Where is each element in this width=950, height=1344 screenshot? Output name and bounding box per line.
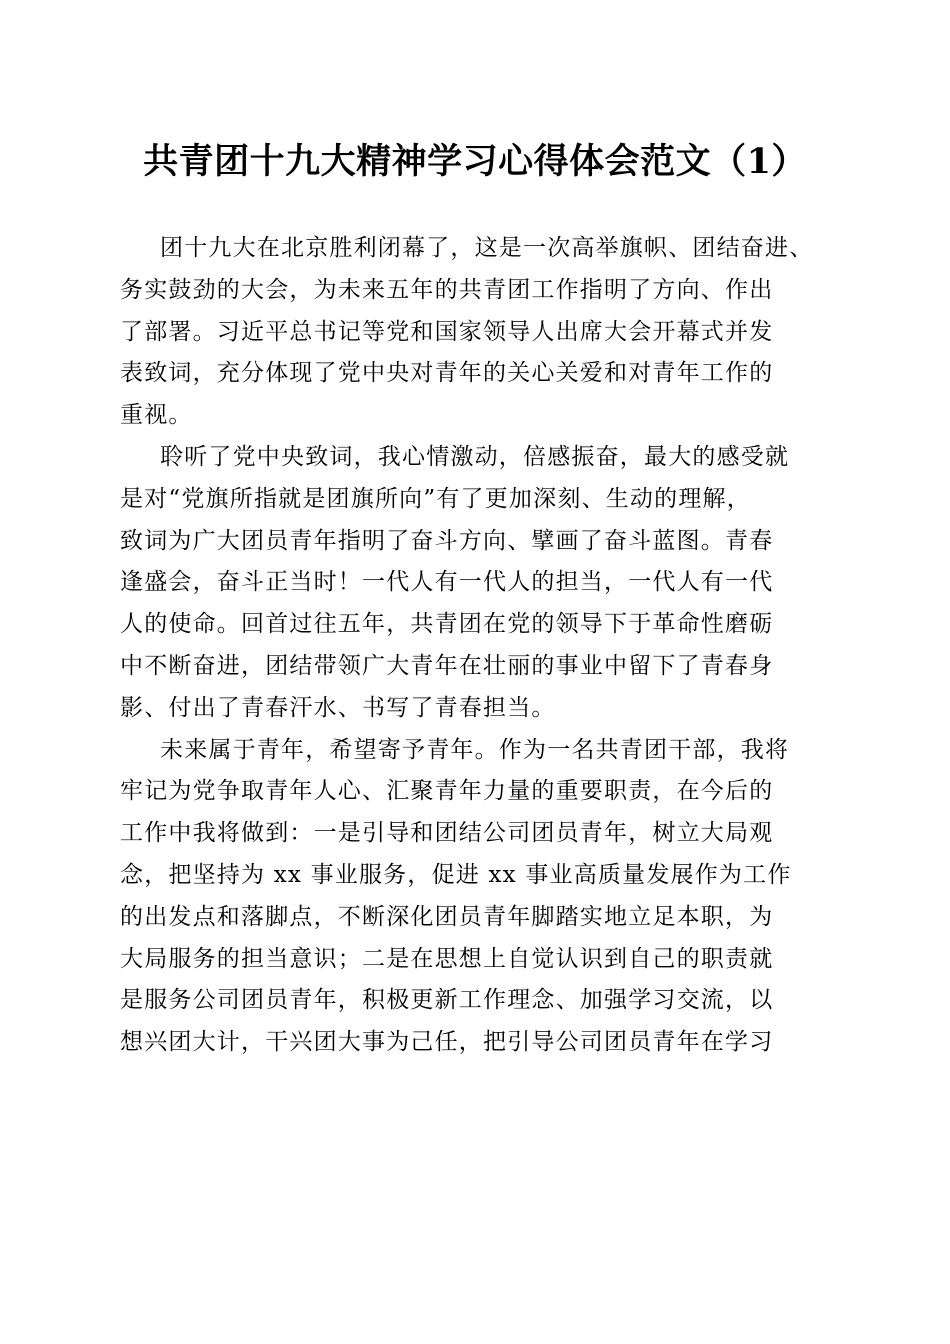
paragraph-line: 团十九大在北京胜利闭幕了，这是一次高举旗帜、团结奋进、 xyxy=(160,235,814,261)
paragraph-line: 逢盛会，奋斗正当时！一代人有一代人的担当，一代人有一代 xyxy=(120,569,774,596)
paragraph-line: 人的使命。回首过往五年，共青团在党的领导下于革命性磨砺 xyxy=(120,611,774,638)
paragraph-line: 工作中我将做到：一是引导和团结公司团员青年，树立大局观 xyxy=(120,820,774,847)
paragraph-1 xyxy=(120,228,850,437)
paragraph-line: 聆听了党中央致词，我心情激动，倍感振奋，最大的感受就 xyxy=(160,443,790,470)
paragraph-line: 影、付出了青春汗水、书写了青春担当。 xyxy=(120,694,556,721)
paragraph-line: 表致词，充分体现了党中央对青年的关心关爱和对青年工作的 xyxy=(120,360,774,387)
paragraph-line: 了部署。习近平总书记等党和国家领导人出席大会开幕式并发 xyxy=(120,318,774,345)
paragraph-line: 的出发点和落脚点，不断深化团员青年脚踏实地立足本职，为 xyxy=(120,903,774,930)
paragraph-line: 未来属于青年，希望寄予青年。作为一名共青团干部，我将 xyxy=(160,736,790,763)
paragraph-line: 想兴团大计，干兴团大事为己任，把引导公司团员青年在学习 xyxy=(120,1029,774,1056)
paragraph-2 xyxy=(120,437,850,730)
paragraph-line: 重视。 xyxy=(120,402,193,429)
paragraph-line: 务实鼓劲的大会，为未来五年的共青团工作指明了方向、作出 xyxy=(120,276,774,303)
document-title: 共青团十九大精神学习心得体会范文（1） xyxy=(143,141,807,182)
paragraph-3 xyxy=(120,730,850,1064)
paragraph-line: 念，把坚持为 xx 事业服务，促进 xx 事业高质量发展作为工作 xyxy=(120,861,792,888)
paragraph-line: 中不断奋进，团结带领广大青年在壮丽的事业中留下了青春身 xyxy=(120,652,774,679)
paragraph-line: 牢记为党争取青年人心、汇聚青年力量的重要职责，在今后的 xyxy=(120,778,774,805)
paragraph-line: 大局服务的担当意识；二是在思想上自觉认识到自己的职责就 xyxy=(120,945,774,972)
document-body xyxy=(120,228,850,1064)
paragraph-line: 是服务公司团员青年，积极更新工作理念、加强学习交流，以 xyxy=(120,987,774,1014)
paragraph-line: 致词为广大团员青年指明了奋斗方向、擘画了奋斗蓝图。青春 xyxy=(120,527,774,554)
paragraph-line: 是对“党旗所指就是团旗所向”有了更加深刻、生动的理解， xyxy=(120,485,751,512)
